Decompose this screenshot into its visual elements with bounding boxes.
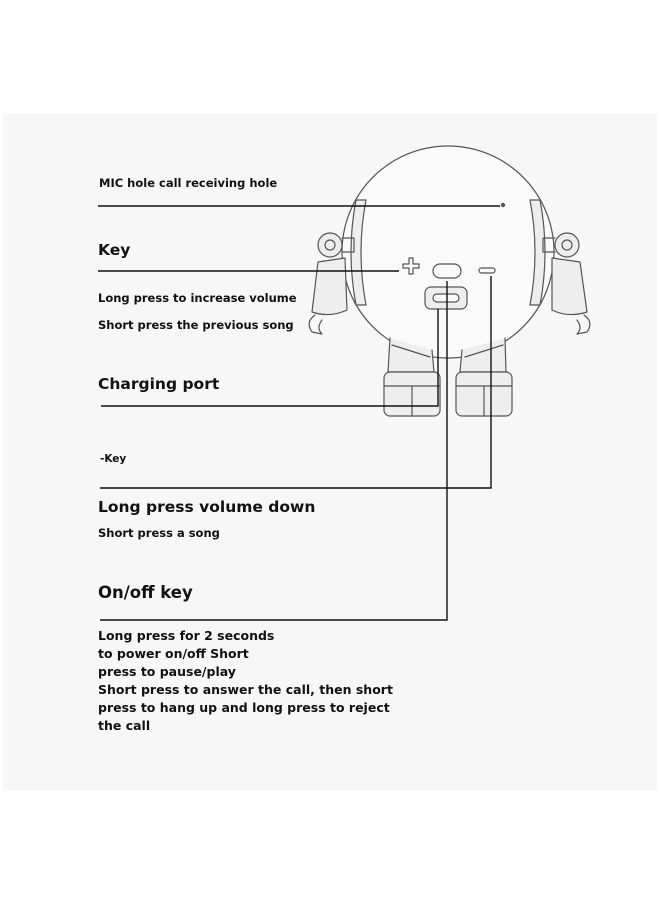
key-short-press-label: Short press the previous song: [98, 318, 294, 332]
key-long-press-label: Long press to increase volume: [98, 291, 297, 305]
onoff-line: the call: [98, 718, 151, 733]
left-hand-icon: [309, 315, 322, 334]
robot-head: [342, 146, 554, 358]
minus-key-label: -Key: [100, 453, 127, 465]
minus-key-icon: [479, 268, 495, 273]
mic-label: MIC hole call receiving hole: [99, 176, 278, 190]
minus-short-press-label: Short press a song: [98, 526, 220, 540]
mic-hole-icon: [501, 203, 504, 206]
onoff-line: to power on/off Short: [98, 646, 249, 661]
charging-port-label: Charging port: [98, 375, 220, 393]
onoff-line: Short press to answer the call, then short: [98, 682, 393, 697]
onoff-title: On/off key: [98, 583, 193, 602]
onoff-line: Long press for 2 seconds: [98, 628, 275, 643]
onoff-line: press to pause/play: [98, 664, 236, 679]
right-arm: [552, 258, 587, 315]
onoff-description: [98, 627, 393, 735]
minus-long-press-label: Long press volume down: [98, 498, 316, 516]
right-hand-icon: [577, 315, 590, 334]
key-title: Key: [98, 241, 131, 259]
power-key-icon: [433, 264, 461, 278]
onoff-line: press to hang up and long press to reject: [98, 700, 390, 715]
left-arm: [312, 258, 347, 315]
